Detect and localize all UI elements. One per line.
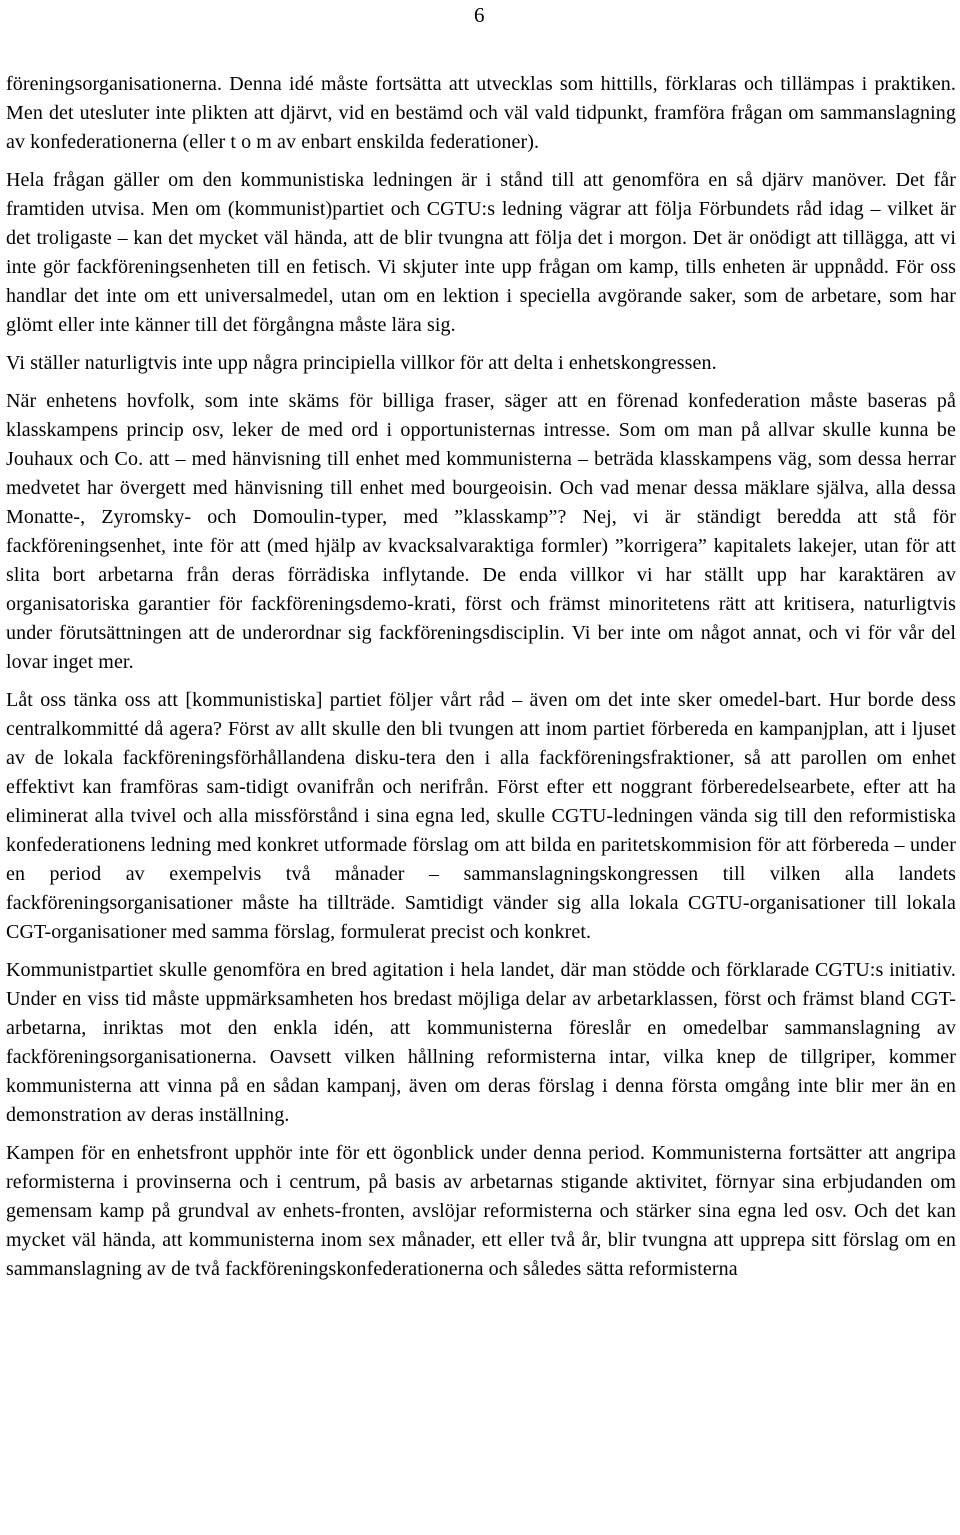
paragraph-1: föreningsorganisationerna. Denna idé måste fortsätta att utvecklas som hittills, förklaras och tillämpas i praktiken. Men det utesluter inte plikten att djärvt, vid en bestämd och väl vald tidpunkt, framföra frågan om sammanslagning av konfederationerna (eller t o m av enbart enskilda federationer). [6,73,956,153]
document-body [6,70,956,1293]
paragraph-7: Kampen för en enhetsfront upphör inte för ett ögonblick under denna period. Kommunisterna fortsätter att angripa reformisterna i provinserna och i centrum, på basis av arbetarnas stigande aktivitet, förnyar sina erbjudanden om gemensam kamp på grundval av enhets-fronten, avslöjar reformisterna och stärker sina egna led osv. Och det kan mycket väl hända, att kommunisterna inom sex månader, ett eller två år, blir tvungna att upprepa sitt förslag om en sammanslagning av de två fackföreningskonfederationerna och således sätta reformisterna [6,1142,956,1280]
paragraph-2: Hela frågan gäller om den kommunistiska ledningen är i stånd till att genomföra en så djärv manöver. Det får framtiden utvisa. Men om (kommunist)partiet och CGTU:s ledning vägrar att följa Förbundets råd idag – vilket är det troligaste – kan det mycket väl hända, att de blir tvungna att följa det i morgon. Det är onödigt att tillägga, att vi inte gör fackföreningsenheten till en fetisch. Vi skjuter inte upp frågan om kamp, tills enheten är uppnådd. För oss handlar det inte om ett universalmedel, utan om en lektion i speciella avgörande saker, som de arbetare, som har glömt eller inte känner till det förgångna måste lära sig. [6,169,956,336]
paragraph-6: Kommunistpartiet skulle genomföra en bred agitation i hela landet, där man stödde och förklarade CGTU:s initiativ. Under en viss tid måste uppmärksamheten hos bredast möjliga delar av arbetarklassen, först och främst bland CGT-arbetarna, inriktas mot den enkla idén, att kommunisterna föreslår en omedelbar sammanslagning av fackföreningsorganisationerna. Oavsett vilken hållning reformisterna intar, vilka knep de tillgriper, kommer kommunisterna att vinna på en sådan kampanj, även om deras förslag i denna första omgång inte blir mer än en demonstration av deras inställning. [6,959,956,1126]
page-number: 6 [474,3,485,27]
paragraph-4: När enhetens hovfolk, som inte skäms för billiga fraser, säger att en förenad konfederation måste baseras på klasskampens princip osv, leker de med ord i opportunisternas intresse. Som om man på allvar skulle kunna be Jouhaux och Co. att – med hänvisning till enhet med kommunisterna – beträda klasskampens väg, som dessa herrar medvetet har övergett med hänvisning till enhet med bourgeoisin. Och vad menar dessa mäklare själva, alla dessa Monatte-, Zyromsky- och Domoulin-typer, med ”klasskamp”? Nej, vi är ständigt beredda att stå för fackföreningsenhet, inte för att (med hjälp av kvacksalvaraktiga formler) ”korrigera” kapitalets lakejer, utan för att slita bort arbetarna från deras förrädiska inflytande. De enda villkor vi har ställt upp har karaktären av organisatoriska garantier för fackföreningsdemo-krati, först och främst minoritetens rätt att kritisera, naturligtvis under förutsättningen att de underordnar sig fackföreningsdisciplin. Vi ber inte om något annat, och vi för vår del lovar inget mer. [6,390,956,673]
paragraph-3: Vi ställer naturligtvis inte upp några principiella villkor för att delta i enhetskongressen. [6,352,717,374]
paragraph-5: Låt oss tänka oss att [kommunistiska] partiet följer vårt råd – även om det inte sker omedel-bart. Hur borde dess centralkommitté då agera? Först av allt skulle den bli tvungen att inom partiet förbereda en kampanjplan, att i ljuset av de lokala fackföreningsförhållandena disku-tera den i alla fackföreningsfraktioner, så att parollen om enhet effektivt kan framföras sam-tidigt ovanifrån och nerifrån. Först efter ett noggrant förberedelsearbete, efter att ha eliminerat alla tvivel och alla missförstånd i sina egna led, skulle CGTU-ledningen vända sig till den reformistiska konfederationens ledning med konkret utformade förslag om att bilda en paritetskommision för att förbereda – under en period av exempelvis två månader – sammanslagningskongressen till vilken alla landets fackföreningsorganisationer måste ha tillträde. Samtidigt vänder sig alla lokala CGTU-organisationer till lokala CGT-organisationer med samma förslag, formulerat precist och konkret. [6,689,956,943]
